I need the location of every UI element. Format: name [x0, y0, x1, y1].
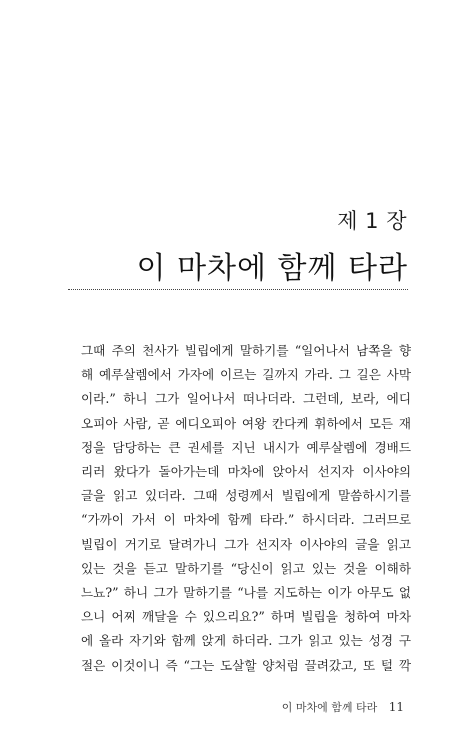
body-line: 절은 이것이니 즉 “그는 도살할 양처럼 끌려갔고, 또 털 깍: [81, 657, 411, 673]
body-line: 글을 읽고 있더라. 그때 성령께서 빌립에게 말씀하시기를: [81, 488, 411, 504]
body-line: 오피아 사람, 곧 에디오피아 여왕 칸다케 휘하에서 모든 재: [81, 415, 411, 431]
body-line: 리러 왔다가 돌아가는데 마차에 앉아서 선지자 이사야의: [81, 464, 411, 480]
body-line: 정을 담당하는 큰 권세를 지닌 내시가 예루살렘에 경배드: [81, 439, 411, 455]
body-line: 그때 주의 천사가 빌립에게 말하기를 “일어나서 남쪽을 향: [81, 343, 411, 358]
page-number: 11: [388, 700, 404, 714]
body-line: 해 예루살렘에서 가자에 이르는 길까지 가라. 그 길은 사막: [81, 367, 411, 383]
body-line: “가까이 가서 이 마차에 함께 타라.” 하시더라. 그러므로: [81, 512, 411, 528]
chapter-label: 제 1 장: [337, 209, 407, 233]
body-text: [81, 339, 411, 678]
body-line: 빌립이 거기로 달려가니 그가 선지자 이사야의 글을 읽고: [81, 536, 411, 552]
body-line: 있는 것을 듣고 말하기를 “당신이 읽고 있는 것을 이해하: [81, 560, 411, 576]
running-title: 이 마차에 함께 타라: [281, 701, 378, 714]
page-footer: [282, 699, 404, 715]
chapter-title: 이 마차에 함께 타라: [136, 251, 408, 286]
body-line: 이라.” 하니 그가 일어나서 떠나더라. 그런데, 보라, 에디: [81, 391, 411, 407]
body-line: 에 올라 자기와 함께 앉게 하더라. 그가 읽고 있는 성경 구: [81, 633, 411, 649]
body-line: 으니 어찌 깨달을 수 있으리요?” 하며 빌립을 청하여 마차: [81, 609, 411, 625]
dotted-divider: [68, 289, 408, 290]
body-line: 느뇨?” 하니 그가 말하기를 “나를 지도하는 이가 아무도 없: [81, 585, 411, 601]
